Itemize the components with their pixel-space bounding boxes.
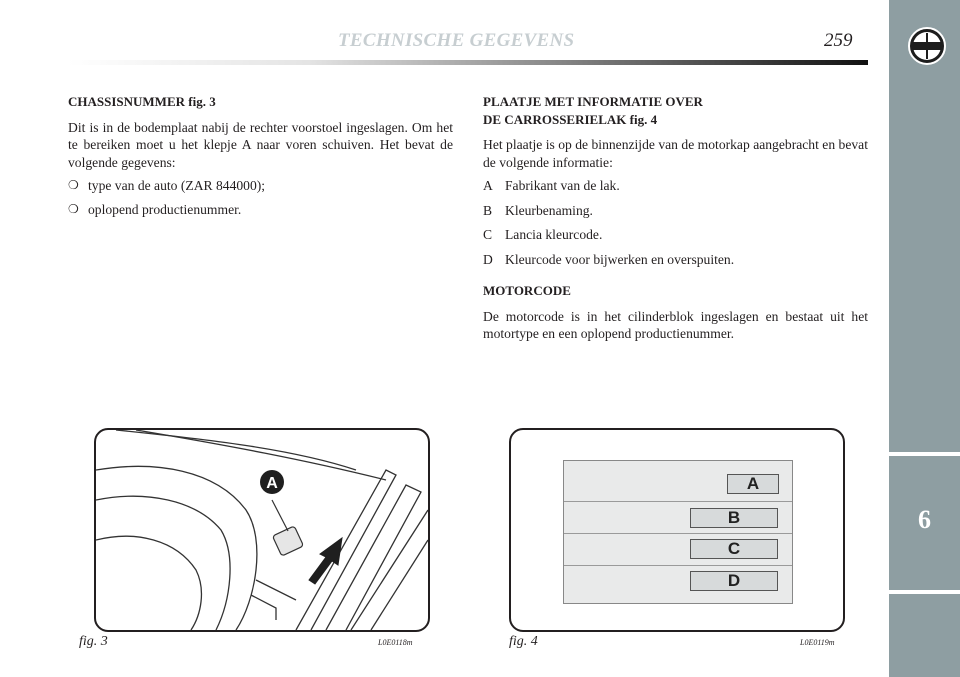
list-key: B	[483, 202, 493, 218]
bullet-circle-icon: ❍	[68, 201, 79, 216]
section-heading-chassisnummer: CHASSISNUMMER fig. 3	[68, 94, 216, 109]
left-column	[68, 93, 453, 224]
chapter-number: 6	[918, 505, 931, 534]
list-key: A	[483, 178, 493, 193]
list-item	[483, 226, 868, 244]
list-item	[483, 177, 868, 195]
lancia-logo-icon	[907, 26, 947, 66]
list-item	[483, 202, 868, 220]
plate-field-c: C	[690, 539, 778, 559]
list-item-text: Kleurcode voor bijwerken en overspuiten.	[505, 251, 735, 267]
plate-field-a: A	[727, 474, 779, 494]
figure-code: L0E0119m	[800, 638, 835, 647]
section-heading-plaatje	[483, 93, 868, 128]
list-item	[68, 177, 453, 195]
section-heading-motorcode: MOTORCODE	[483, 283, 571, 298]
heading-line: DE CARROSSERIELAK fig. 4	[483, 111, 658, 127]
list-item-text: type van de auto (ZAR 844000);	[88, 178, 266, 193]
heading-line: PLAATJE MET INFORMATIE OVER	[483, 94, 703, 109]
figure-caption: fig. 3	[79, 634, 108, 649]
figure-caption: fig. 4	[509, 634, 538, 649]
chassis-number-illustration	[96, 430, 428, 630]
paint-info-plate	[563, 460, 793, 604]
figure-3-frame	[94, 428, 430, 632]
bullet-circle-icon: ❍	[68, 178, 79, 192]
header-rule	[68, 60, 868, 65]
plate-divider	[564, 565, 792, 566]
callout-label: A	[266, 475, 278, 492]
list-item	[483, 251, 868, 269]
plate-field-b: B	[690, 508, 778, 528]
plate-divider	[564, 533, 792, 534]
right-column	[483, 93, 868, 349]
paragraph: Dit is in de bodemplaat nabij de rechter voorstoel ingeslagen. Om het te bereiken moet u het klepje A naar voren schuiven. Het bevat de volgende gegevens:	[68, 119, 453, 170]
list-key: C	[483, 227, 493, 242]
figure-code: L0E0118m	[378, 638, 413, 647]
list-item-text: Kleurbenaming.	[505, 202, 593, 218]
list-key: D	[483, 251, 493, 267]
list-item-text: oplopend productienummer.	[88, 201, 242, 217]
plate-divider	[564, 501, 792, 502]
paragraph: De motorcode is in het cilinderblok ingeslagen en bestaat uit het motortype en een oplopend productienummer.	[483, 308, 868, 341]
plate-field-d: D	[690, 571, 778, 591]
list-item-text: Lancia kleurcode.	[505, 227, 603, 242]
running-header-title: TECHNISCHE GEGEVENS	[338, 30, 575, 51]
figure-4-frame	[509, 428, 845, 632]
paragraph: Het plaatje is op de binnenzijde van de motorkap aangebracht en bevat de volgende informatie:	[483, 137, 868, 170]
list-item	[68, 201, 453, 219]
page-number: 259	[824, 30, 853, 51]
list-item-text: Fabrikant van de lak.	[505, 178, 620, 193]
